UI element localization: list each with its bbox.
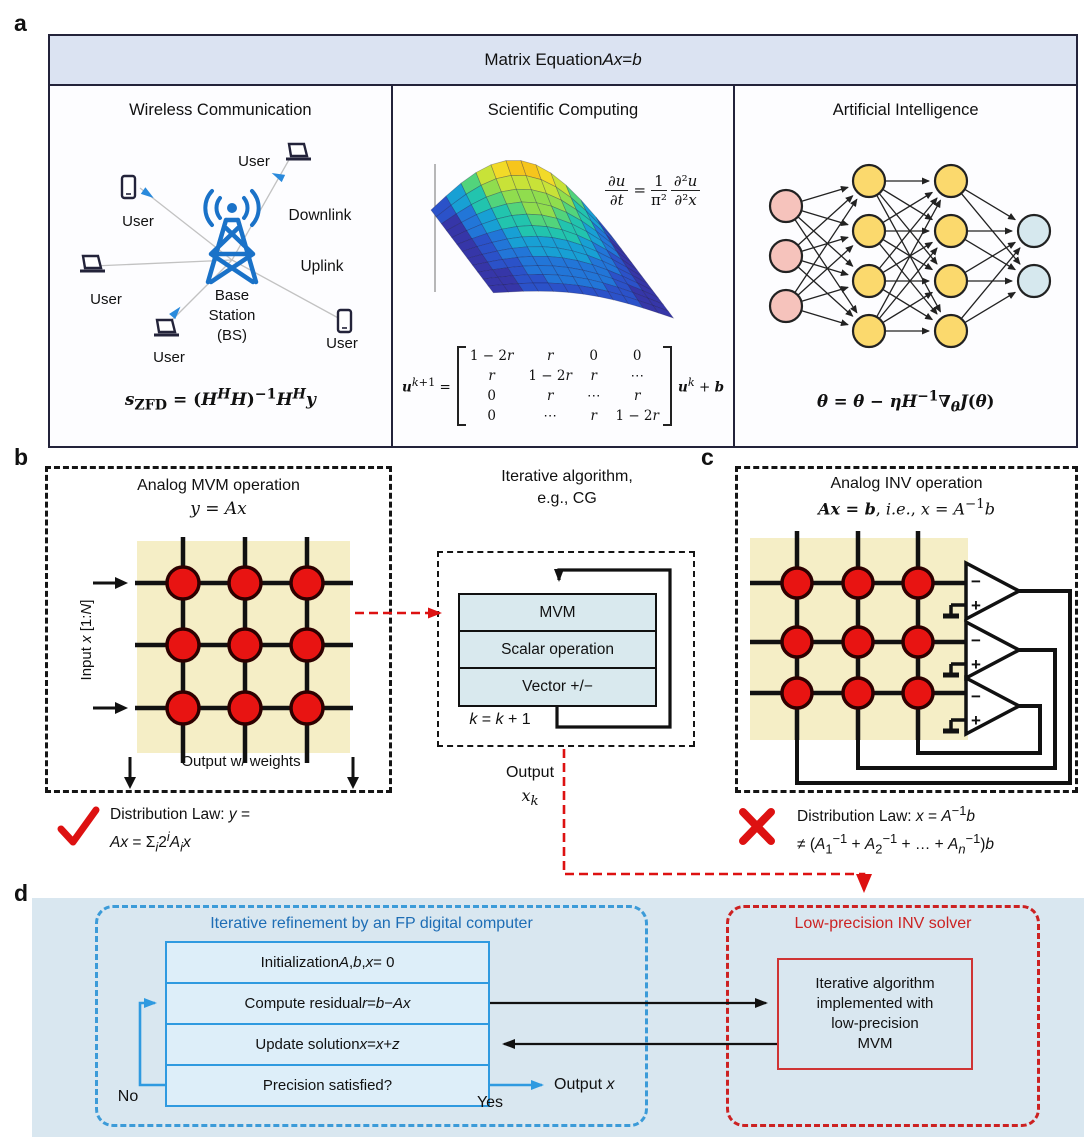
panel-c-title: Analog INV operation (830, 475, 983, 492)
scientific-title: Scientific Computing (487, 101, 639, 119)
svg-text:+: + (971, 655, 981, 674)
matrix-grid (468, 346, 661, 426)
wireless-communication-panel (50, 86, 393, 447)
svg-text:Base: Base (214, 287, 250, 304)
synapse-line (965, 239, 1015, 269)
artificial-intelligence-panel (735, 86, 1076, 447)
law-line-2: ≠ ($A_1^{-1} + A_2^{-1}$ + … + $A_n^{-1})b$ (797, 831, 995, 857)
matrix-rhs: $u^k + b$ (678, 376, 725, 396)
memristor-cell (903, 568, 933, 598)
check-icon (54, 802, 102, 850)
matrix-cell: 0 (487, 408, 496, 424)
heat-iteration-equation (393, 346, 734, 426)
input-arrow-icon (115, 577, 128, 589)
wireless-title: Wireless Communication (129, 101, 312, 119)
synapse-line (965, 292, 1015, 322)
panel-b-subtitle: y = Ax (190, 499, 247, 519)
svg-text:(BS): (BS) (217, 327, 247, 344)
synapse-line (962, 193, 1021, 264)
inner-line: low-precision (831, 1015, 919, 1032)
matrix-cell: 0 (589, 348, 598, 364)
memristor-cell (291, 567, 323, 599)
scientific-computing-panel (393, 86, 736, 447)
neuron-hidden2 (935, 265, 967, 297)
memristor-cell (167, 629, 199, 661)
svg-text:User: User (326, 335, 358, 352)
panel-b-label: b (14, 444, 29, 470)
output-arrow-icon (347, 777, 359, 789)
neuron-hidden2 (935, 215, 967, 247)
svg-text:User: User (153, 349, 185, 366)
panel-c-subtitle: Ax = b, i.e., $x = A^{-1}b$ (818, 497, 995, 519)
memristor-cell (291, 692, 323, 724)
synapse-line (877, 200, 941, 317)
neuron-hidden1 (853, 165, 885, 197)
law-line-1: Distribution Law: $x = A^{-1}b$ (797, 803, 975, 826)
phone-icon (338, 310, 351, 332)
synapse-line (965, 242, 1015, 272)
neuron-output (1018, 265, 1050, 297)
base-station-icon (205, 191, 258, 282)
flow-step-compute-residual: Compute residual r = b − Ax (165, 982, 490, 1025)
no-label: No (117, 1088, 139, 1105)
matrix-cell: 1 − 2r (615, 408, 659, 424)
synapse-line (962, 248, 1021, 319)
svg-text:User: User (90, 291, 122, 308)
memristor-cell (229, 567, 261, 599)
synapse-line (802, 311, 849, 325)
law-line-1: Distribution Law: y = (110, 806, 250, 823)
matrix-bracket-right (663, 346, 672, 426)
output-axis-label: Output w/ weights (181, 753, 301, 770)
panel-a-matrix-equation (48, 34, 1078, 448)
synapse-line (877, 195, 941, 312)
synapse-line (795, 199, 857, 292)
inner-line: MVM (857, 1035, 893, 1053)
matrix-cell: ⋯ (543, 408, 557, 424)
svg-text:Station: Station (208, 307, 256, 324)
link-arrow-icon (169, 304, 183, 319)
matrix-cell: 1 − 2r (469, 348, 514, 364)
crossbar-with-opamps (745, 523, 1080, 791)
matrix-equation-header: Matrix Equation Ax = b (50, 36, 1076, 86)
phone-icon (122, 176, 135, 198)
svg-text:Downlink: Downlink (288, 207, 352, 224)
svg-text:−: − (971, 631, 981, 650)
memristor-cell (229, 692, 261, 724)
memristor-cell (291, 629, 323, 661)
svg-text:+: + (971, 711, 981, 730)
matrix-cell: r (590, 368, 597, 384)
memristor-cell (843, 678, 873, 708)
iterative-algorithm-title-1: Iterative algorithm, (501, 468, 633, 485)
output-x-label: Output x (554, 1076, 615, 1093)
neuron-input (770, 240, 802, 272)
yes-label: Yes (476, 1094, 504, 1111)
crossbar-array (85, 535, 395, 790)
synapse-line (802, 287, 849, 301)
memristor-cell (843, 627, 873, 657)
output-xk: $x_k$ (521, 786, 539, 810)
svg-text:+: + (971, 596, 981, 615)
matrix-cell: ⋯ (630, 368, 644, 384)
matrix-cell: 0 (632, 348, 642, 364)
inner-line: Iterative algorithm (815, 974, 935, 992)
memristor-cell (903, 678, 933, 708)
low-precision-inv-solver-title: Low-precision INV solver (794, 915, 972, 932)
svg-text:−: − (971, 687, 981, 706)
matrix-cell: r (633, 388, 641, 404)
neuron-hidden1 (853, 265, 885, 297)
laptop-icon (80, 256, 105, 271)
svg-text:User: User (238, 153, 270, 170)
memristor-cell (167, 567, 199, 599)
neuron-hidden2 (935, 165, 967, 197)
step-mvm: MVM (458, 593, 657, 633)
iterative-refinement-title: Iterative refinement by an FP digital computer (210, 915, 533, 932)
panel-c-label: c (701, 444, 714, 470)
laptop-icon (286, 144, 311, 159)
flow-step-initialization: Initialization A , b , x = 0 (165, 941, 490, 984)
svg-text:−: − (971, 572, 981, 591)
heat-equation: $\frac{\partial u}{\partial t}$ = $\frac{1}{\text{π²}}$ $\frac{\text{∂²u}}{\text{∂²x}}$ (585, 172, 721, 209)
memristor-cell (843, 568, 873, 598)
matrix-lhs: $u^{k+1}$ = (402, 376, 451, 396)
laptop-icon (154, 320, 179, 335)
zf-detection-equation: $s_{ZFD} = (H^HH)^{-1}H^Hy$ (124, 386, 316, 414)
law-line-2: $Ax = \Sigma_i2^iA_ix$ (110, 829, 191, 855)
panel-a-label: a (14, 10, 27, 36)
neuron-output (1018, 215, 1050, 247)
distribution-law-valid (110, 803, 410, 857)
input-axis-label: Input x [1:N] (78, 599, 95, 681)
iterative-algorithm-title-2: e.g., CG (537, 490, 597, 507)
svg-text:User: User (122, 213, 154, 230)
svg-text:Uplink: Uplink (300, 258, 344, 275)
ai-title: Artificial Intelligence (832, 101, 979, 119)
input-arrow-icon (115, 702, 128, 714)
panel-b-title: Analog MVM operation (137, 477, 300, 494)
inner-line: implemented with (816, 994, 934, 1012)
newton-update-equation: $\theta = \theta - \eta H^{-1}\nabla_\theta J(\theta)$ (816, 388, 995, 415)
synapse-line (883, 292, 933, 322)
memristor-cell (782, 627, 812, 657)
neuron-input (770, 190, 802, 222)
neuron-hidden1 (853, 315, 885, 347)
application-columns (50, 86, 1076, 447)
matrix-cell: 1 − 2r (528, 368, 572, 384)
neural-network-diagram (751, 160, 1063, 352)
low-precision-iterative-algorithm-box (777, 958, 973, 1070)
panel-d-label: d (14, 880, 29, 906)
matrix-cell: 0 (487, 388, 496, 404)
neuron-input (770, 290, 802, 322)
step-vector-addsub: Vector +/− (458, 667, 657, 707)
wireless-scene (50, 130, 396, 375)
matrix-cell: r (546, 348, 554, 364)
cross-icon (735, 804, 779, 848)
synapse-line (802, 187, 849, 201)
synapse-line (795, 219, 857, 312)
iteration-counter: k = k + 1 (469, 711, 531, 728)
matrix-cell: r (546, 388, 554, 404)
matrix-bracket-left (457, 346, 466, 426)
output-arrow-icon (124, 777, 136, 789)
memristor-cell (229, 629, 261, 661)
matrix-cell: r (488, 368, 495, 384)
matrix-cell: ⋯ (586, 388, 601, 404)
memristor-cell (782, 568, 812, 598)
flow-step-update-solution: Update solution x = x + z (165, 1023, 490, 1066)
output-label: Output (505, 764, 555, 781)
synapse-line (883, 189, 933, 219)
neuron-hidden2 (935, 315, 967, 347)
flow-step-precision-check: Precision satisfied? (165, 1064, 490, 1107)
neuron-hidden1 (853, 215, 885, 247)
memristor-cell (903, 627, 933, 657)
synapse-line (965, 189, 1015, 219)
memristor-cell (167, 692, 199, 724)
step-scalar-operation: Scalar operation (458, 630, 657, 670)
distribution-law-invalid (797, 801, 1082, 859)
matrix-cell: r (590, 408, 597, 424)
memristor-cell (782, 678, 812, 708)
